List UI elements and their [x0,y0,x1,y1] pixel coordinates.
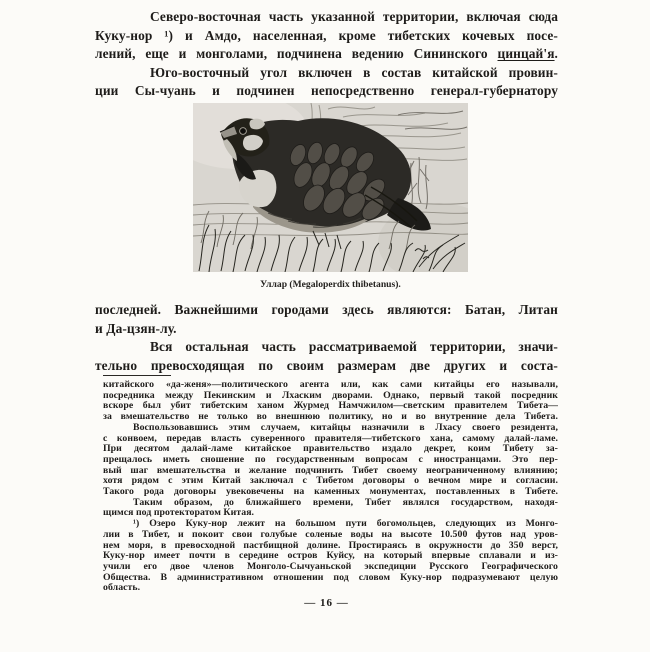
footnote-line: вскоре был убит тибетским ханом Журмед Намчжилом—светским правителем Тибета— [103,400,558,412]
footnote-line: за вмешательство не только во внешнюю политику, но и во внутренние дела Тибета. [103,411,558,423]
footnote-separator [103,375,171,376]
bird-engraving-illustration [193,103,468,272]
page-number: — 16 — [304,597,349,609]
text-line: последней. Важнейшими городами здесь являются: Батан, Литан [95,302,558,317]
footnote-line: Воспользовавшись этим случаем, китайцы назначили в Лхасу своего резидента, [133,421,558,433]
footnote-line: прещалось иметь сношение по государственным вопросам с иностранцами. Это пер- [103,453,558,465]
footnote-line: Куку-нор имеет почти в середине остров Куйсу, на который впервые сплавали и из- [103,550,558,562]
main-text-mid [95,301,558,375]
text-line: Юго-восточный угол включен в состав китайской провин- [150,64,558,80]
text-line: и Да-цзян-лу. [95,320,177,336]
footnote-line: нем моря, в превосходной пастбищной долине. Простираясь в окружности до 350 верст, [103,539,558,551]
text-line: Северо-восточная часть указанной территории, включая сюда [150,9,558,24]
text-line: Куку-нор ¹) и Амдо, населенная, кроме тибетских кочевых посе- [95,27,558,43]
footnote-block [103,380,558,594]
footnote-line: При десятом далай-ламе китайское правительство издало декрет, коим Тибету за- [103,443,558,455]
footnote-line: Общества. В административном отношении под словом Куку-нор подразумевают целую [103,571,558,583]
footnote-line: вый шаг вмешательства и желание подчинить Тибет своему неограниченному влиянию; [103,464,558,476]
footnote-line: хотя рядом с этим Китай заключал с Тибетом договоры о вечном мире и согласии. [103,475,558,487]
footnote-line: китайского «да-женя»—политического агента или, как сами китайцы его называли, [103,379,558,390]
main-text-top [95,8,558,101]
footnote-line: учили его двое членов Монголо-Сычуаньской экспедиции Русского Географического [103,560,558,572]
text-line [95,45,558,64]
footnote-line: посредника между Пекинским и Лхаским дворами. Однако, первый такой посредник [103,389,558,401]
footnote-line: щимся под протекторатом Китая. [103,507,255,519]
footnote-line: Такого рода договоры увековечены на каменных монументах, поставленных в Тибете. [103,486,558,498]
figure-caption: Уллар (Megaloperdix thibetanus). [260,279,401,290]
text-line: Вся остальная часть рассматриваемой территории, значи- [150,339,558,354]
text-line: тельно превосходящая по своим размерам две других и соста- [95,357,558,373]
footnote-line: с конвоем, передав власть суверенного правителя—тибетского хана, самому далай-ламе. [103,432,558,444]
text-line: ции Сы-чуань и подчинен непосредственно генерал-губернатору [95,83,558,99]
footnote-line: область. [103,582,141,594]
text-segment: лений, еще и монголами, подчинена ведению Сининского [95,46,498,62]
underlined-term: цинцай'я [497,46,555,62]
footnote-line: ¹) Озеро Куку-нор лежит на большом пути богомольцев, следующих из Монго- [133,518,558,530]
footnote-line: лии в Тибет, и покоит свои голубые соленые воды на высоте 10.500 футов над уров- [103,528,558,540]
figure-bird [193,103,468,272]
footnote-line: Таким образом, до ближайшего времени, Тибет являлся государством, находя- [133,496,558,508]
text-segment: . [554,46,558,62]
